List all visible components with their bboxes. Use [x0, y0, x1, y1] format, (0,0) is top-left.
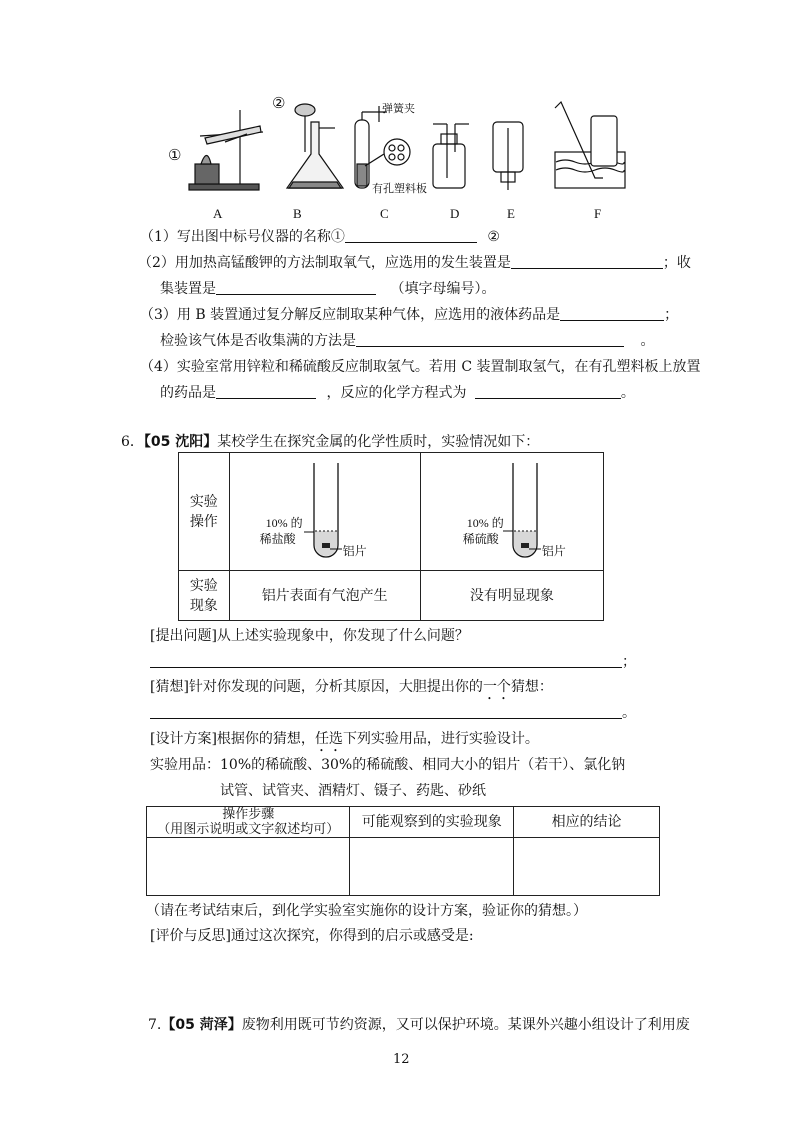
test-tube-h2so4 [421, 453, 605, 571]
answer-blank[interactable] [216, 280, 376, 295]
q6-heading: 6．【05 沈阳】某校学生在探究金属的化学性质时，实验情况如下： [121, 434, 540, 450]
answer-blank[interactable] [150, 653, 622, 668]
operation-hcl-cell [229, 453, 420, 571]
answer-blank[interactable] [345, 228, 477, 243]
exam-note: （请在考试结束后，到化学实验室实施你的设计方案，验证你的猜想。） [146, 903, 587, 919]
test-tube-hcl [230, 453, 422, 571]
figure-label-f: F [594, 206, 602, 221]
question-answer-line: ； [150, 652, 636, 672]
header-conclusion: 相应的结论 [514, 807, 660, 838]
spring-clip-label: 弹簧夹 [382, 103, 415, 115]
h2so4-concentration: 10% 的 [466, 516, 504, 530]
hypothesis-prompt: [猜想]针对你发现的问题，分析其原因，大胆提出你的一个猜想： [150, 679, 553, 695]
materials-line-1: 实验用品：10%的稀硫酸、30%的稀硫酸、相同大小的铝片（若干）、氯化钠 [150, 757, 626, 773]
perforated-plate-label: 有孔塑料板 [372, 183, 427, 195]
q5-line-7: 的药品是 ，反应的化学方程式为 。 [160, 385, 635, 401]
header-steps: 操作步骤 （用图示说明或文字叙述均可） [147, 807, 350, 838]
marker-1: ① [168, 148, 182, 164]
observation-hcl: 铝片表面有气泡产生 [229, 571, 420, 621]
reflection-prompt: [评价与反思]通过这次探究，你得到的启示或感受是: [150, 928, 474, 944]
hcl-label: 稀盐酸 [259, 532, 296, 546]
marker-2: ② [272, 96, 286, 112]
q5-line-2: （2）用加热高锰酸钾的方法制取氧气，应选用的发生装置是 ；收 [138, 255, 691, 271]
row-header-operation: 实验 操作 [179, 453, 230, 571]
raise-question: [提出问题]从上述实验现象中，你发现了什么问题？ [150, 628, 469, 644]
q5-line-5: 检验该气体是否收集满的方法是 。 [160, 333, 655, 349]
figure-label-a: A [213, 206, 223, 221]
answer-blank[interactable] [356, 332, 624, 347]
q5-line-3: 集装置是 （填字母编号）。 [160, 281, 496, 297]
row-header-phenomenon: 实验 现象 [179, 571, 230, 621]
design-plan: [设计方案]根据你的猜想，任选下列实验用品，进行实验设计。 [150, 731, 539, 747]
aluminum-strip [322, 543, 330, 548]
materials-line-2: 试管、试管夹、酒精灯、镊子、药匙、砂纸 [220, 783, 486, 799]
operation-h2so4-cell [420, 453, 603, 571]
answer-blank[interactable] [150, 704, 622, 719]
hcl-metal-label: 铝片 [342, 544, 367, 558]
q7-heading: 7.【05 菏泽】废物利用既可节约资源，又可以保护环境。某课外兴趣小组设计了利用废 [148, 1017, 690, 1033]
answer-blank[interactable] [475, 384, 621, 399]
hypothesis-answer-line: 。 [150, 703, 636, 723]
answer-steps-cell[interactable] [147, 838, 350, 896]
answer-blank[interactable] [511, 254, 663, 269]
answer-blank[interactable] [216, 384, 316, 399]
q5-line-6: （4）实验室常用锌粒和稀硫酸反应制取氢气。若用 C 装置制取氢气，在有孔塑料板上放置 [140, 359, 701, 375]
observation-h2so4: 没有明显现象 [420, 571, 603, 621]
experiment-table [178, 452, 604, 621]
apparatus-a-base [189, 184, 259, 190]
figure-label-c: C [380, 206, 389, 221]
page-number: 12 [393, 1052, 410, 1067]
header-phenomena: 可能观察到的实验现象 [350, 807, 514, 838]
q6-source-tag: 【05 沈阳】 [143, 434, 218, 450]
design-table [146, 806, 660, 896]
figure-label-e: E [507, 206, 515, 221]
answer-phenomena-cell[interactable] [350, 838, 514, 896]
figure-label-d: D [450, 206, 460, 221]
answer-conclusion-cell[interactable] [514, 838, 660, 896]
answer-blank[interactable] [560, 306, 664, 321]
figure-label-b: B [293, 206, 302, 221]
h2so4-label: 稀硫酸 [462, 532, 499, 546]
q5-line-4: （3）用 B 装置通过复分解反应制取某种气体，应选用的液体药品是 ； [140, 307, 679, 323]
aluminum-strip [521, 543, 529, 548]
h2so4-metal-label: 铝片 [541, 544, 566, 558]
q7-source-tag: 【05 菏泽】 [161, 1017, 242, 1033]
q5-line-1: （1）写出图中标号仪器的名称① ② [140, 229, 500, 245]
hcl-concentration: 10% 的 [265, 516, 303, 530]
